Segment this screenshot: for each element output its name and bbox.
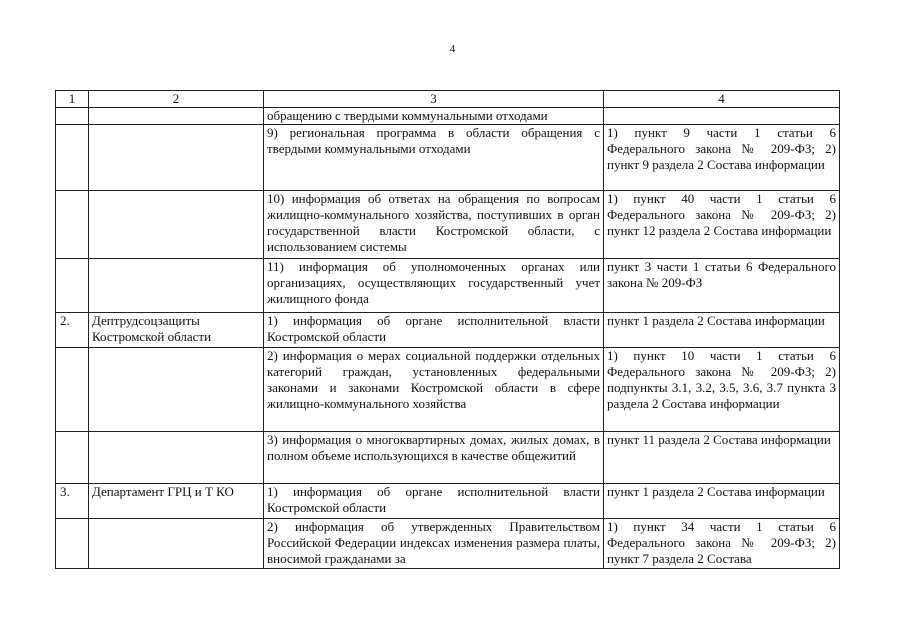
column-header: 4 xyxy=(604,91,840,108)
information-cell: 10) информация об ответах на обращения по вопросам жилищно-коммунального хозяйства, поступивших в орган государственной власти Костромской области, с использованием системы xyxy=(264,191,604,259)
organization-cell xyxy=(89,108,264,125)
info-table xyxy=(55,90,840,569)
legal-basis-cell: 1) пункт 40 части 1 статьи 6 Федерального закона № 209-ФЗ; 2) пункт 12 раздела 2 Состава информации xyxy=(604,191,840,259)
row-number: 3. xyxy=(56,484,89,519)
legal-basis-cell: 1) пункт 34 части 1 статьи 6 Федерального закона № 209-ФЗ; 2) пункт 7 раздела 2 Состава xyxy=(604,519,840,569)
row-number xyxy=(56,108,89,125)
table-row xyxy=(56,259,840,313)
legal-basis-cell xyxy=(604,108,840,125)
column-header: 3 xyxy=(264,91,604,108)
legal-basis-cell: пункт 3 части 1 статьи 6 Федерального закона № 209-ФЗ xyxy=(604,259,840,313)
organization-cell xyxy=(89,191,264,259)
information-cell: 11) информация об уполномоченных органах или организациях, осуществляющих государственный учет жилищного фонда xyxy=(264,259,604,313)
organization-cell: Дептрудсоцзащиты Костромской области xyxy=(89,313,264,348)
row-number xyxy=(56,259,89,313)
information-cell: 2) информация о мерах социальной поддержки отдельных категорий граждан, установленных федеральными законами и законами Костромской области в сфере жилищно-коммунального хозяйства xyxy=(264,348,604,432)
legal-basis-cell: 1) пункт 9 части 1 статьи 6 Федерального закона № 209-ФЗ; 2) пункт 9 раздела 2 Состава информации xyxy=(604,125,840,191)
row-number xyxy=(56,191,89,259)
legal-basis-cell: пункт 1 раздела 2 Состава информации xyxy=(604,313,840,348)
organization-cell xyxy=(89,259,264,313)
table-header-row xyxy=(56,91,840,108)
organization-cell xyxy=(89,125,264,191)
information-cell: 9) региональная программа в области обращения с твердыми коммунальными отходами xyxy=(264,125,604,191)
legal-basis-cell: 1) пункт 10 части 1 статьи 6 Федерального закона № 209-ФЗ; 2) подпункты 3.1, 3.2, 3.5, 3.6, 3.7 пункта 3 раздела 2 Состава информации xyxy=(604,348,840,432)
table-row xyxy=(56,484,840,519)
table-row xyxy=(56,108,840,125)
information-cell: 1) информация об органе исполнительной власти Костромской области xyxy=(264,484,604,519)
information-cell: 1) информация об органе исполнительной власти Костромской области xyxy=(264,313,604,348)
table-row xyxy=(56,432,840,484)
legal-basis-cell: пункт 1 раздела 2 Состава информации xyxy=(604,484,840,519)
legal-basis-cell: пункт 11 раздела 2 Состава информации xyxy=(604,432,840,484)
organization-cell xyxy=(89,519,264,569)
table-row xyxy=(56,125,840,191)
row-number xyxy=(56,348,89,432)
column-header: 1 xyxy=(56,91,89,108)
table-row xyxy=(56,313,840,348)
information-cell: 3) информация о многоквартирных домах, жилых домах, в полном объеме использующихся в качестве общежитий xyxy=(264,432,604,484)
table-row xyxy=(56,519,840,569)
row-number xyxy=(56,432,89,484)
row-number xyxy=(56,125,89,191)
organization-cell: Департамент ГРЦ и Т КО xyxy=(89,484,264,519)
information-cell: обращению с твердыми коммунальными отходами xyxy=(264,108,604,125)
organization-cell xyxy=(89,348,264,432)
table-row xyxy=(56,191,840,259)
column-header: 2 xyxy=(89,91,264,108)
information-cell: 2) информация об утвержденных Правительством Российской Федерации индексах изменения размера платы, вносимой гражданами за xyxy=(264,519,604,569)
row-number xyxy=(56,519,89,569)
organization-cell xyxy=(89,432,264,484)
row-number: 2. xyxy=(56,313,89,348)
page-number: 4 xyxy=(449,43,456,55)
table-row xyxy=(56,348,840,432)
